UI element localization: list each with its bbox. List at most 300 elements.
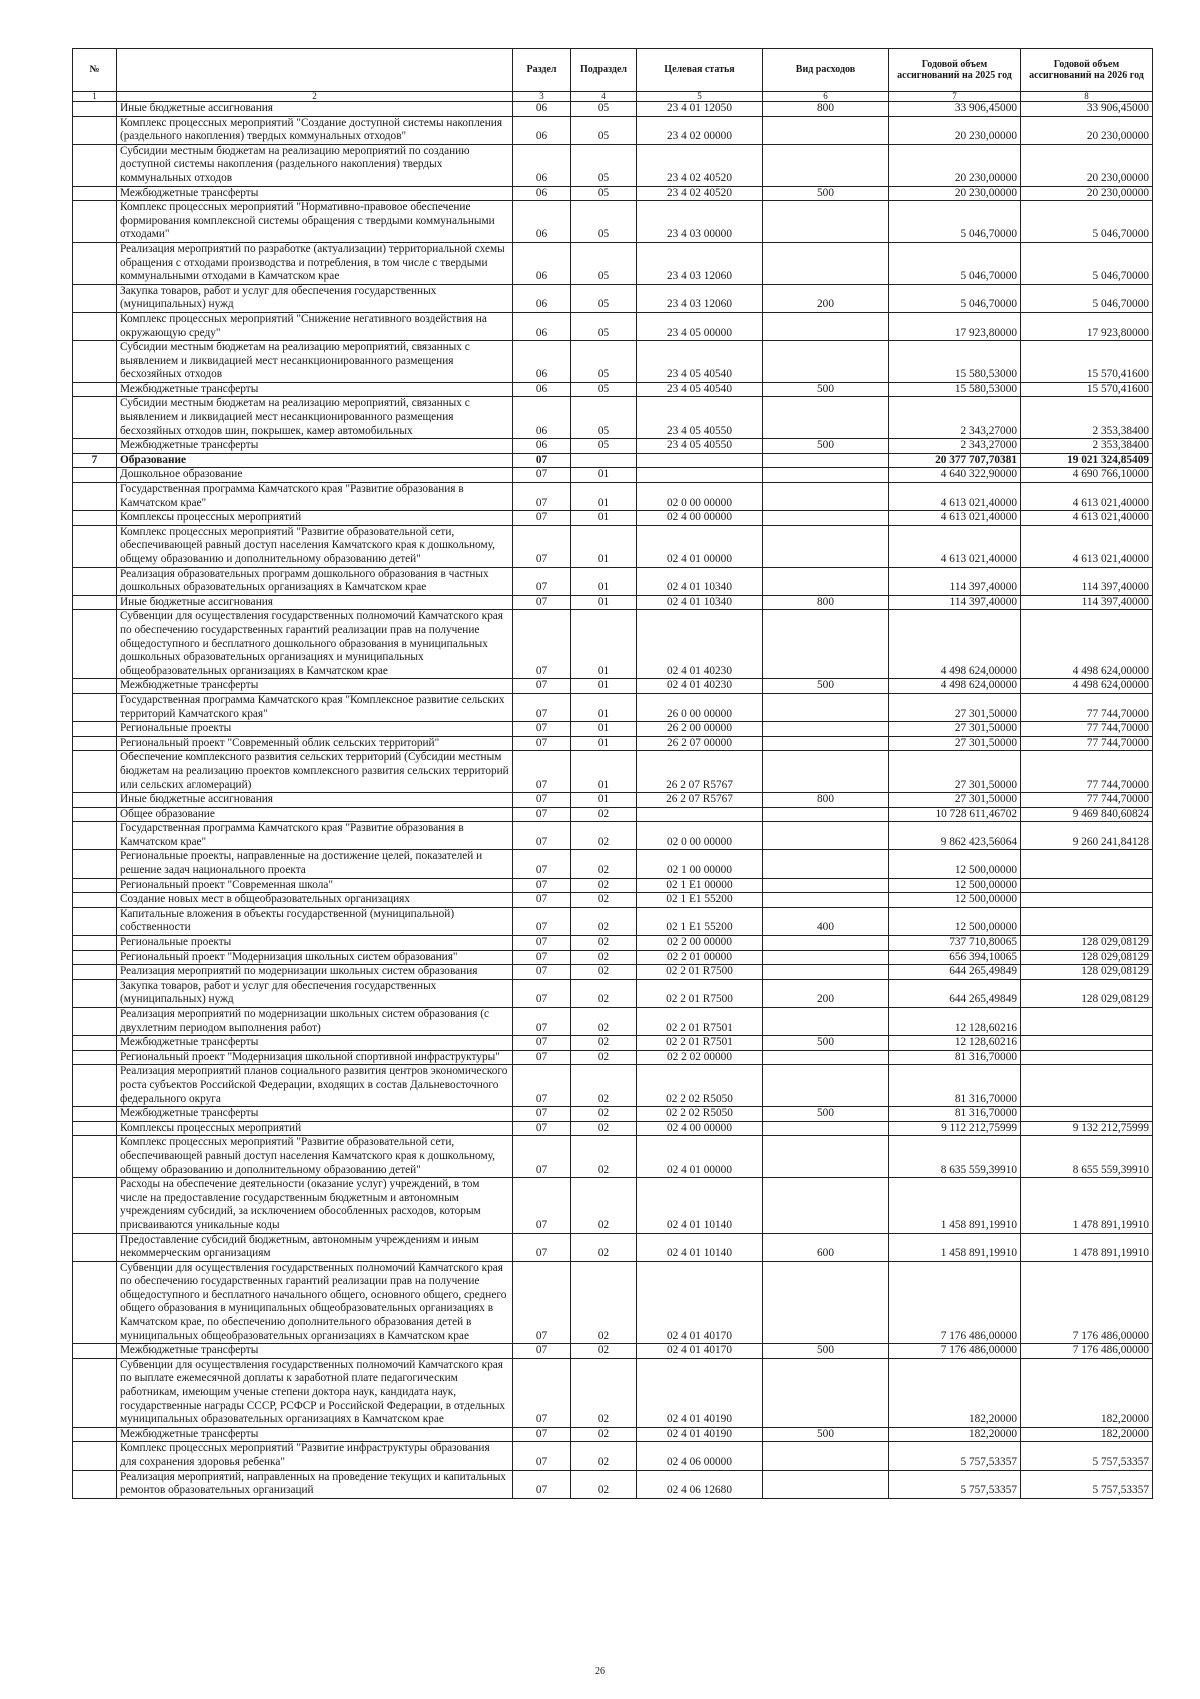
row-name: Создание новых мест в общеобразовательных организациях (117, 893, 513, 908)
row-number (73, 893, 117, 908)
row-amount-2025: 5 757,53357 (889, 1442, 1021, 1470)
row-razdel: 07 (513, 1442, 571, 1470)
table-row (73, 102, 1153, 117)
row-vid (763, 1470, 889, 1498)
budget-table (72, 48, 1153, 1499)
row-name: Общее образование (117, 807, 513, 822)
row-statya: 02 4 01 10340 (637, 567, 763, 595)
row-podrazdel: 05 (571, 102, 637, 117)
row-name: Образование (117, 453, 513, 468)
row-number (73, 822, 117, 850)
row-razdel: 06 (513, 382, 571, 397)
row-amount-2026: 77 744,70000 (1021, 751, 1153, 793)
table-row (73, 793, 1153, 808)
row-statya: 23 4 05 40550 (637, 397, 763, 439)
row-amount-2026: 17 923,80000 (1021, 312, 1153, 340)
table-row (73, 679, 1153, 694)
row-name: Региональные проекты, направленные на достижение целей, показателей и решение задач национального проекта (117, 850, 513, 878)
row-razdel: 07 (513, 1178, 571, 1233)
row-amount-2026 (1021, 850, 1153, 878)
col-number: 5 (637, 92, 763, 102)
row-name: Государственная программа Камчатского края "Комплексное развитие сельских территорий Камчатского края" (117, 693, 513, 721)
row-statya: 02 2 00 00000 (637, 936, 763, 951)
row-amount-2026: 9 132 212,75999 (1021, 1121, 1153, 1136)
row-amount-2025: 5 757,53357 (889, 1470, 1021, 1498)
row-podrazdel: 02 (571, 965, 637, 980)
row-podrazdel: 02 (571, 936, 637, 951)
row-vid (763, 511, 889, 526)
row-razdel: 07 (513, 1065, 571, 1107)
table-row (73, 341, 1153, 383)
table-row (73, 144, 1153, 186)
row-name: Региональный проект "Современный облик сельских территорий" (117, 736, 513, 751)
row-name: Комплекс процессных мероприятий "Нормативно-правовое обеспечение формирования комплексной системы обращения с твердыми коммунальными отходами" (117, 201, 513, 243)
row-vid: 500 (763, 1107, 889, 1122)
row-razdel: 07 (513, 751, 571, 793)
row-vid (763, 1136, 889, 1178)
row-vid: 500 (763, 439, 889, 454)
row-statya: 23 4 05 40540 (637, 382, 763, 397)
header-row (73, 49, 1153, 92)
row-number (73, 751, 117, 793)
row-podrazdel: 02 (571, 1178, 637, 1233)
row-name: Субсидии местным бюджетам на реализацию мероприятий по созданию доступной системы накопления (раздельного накопления) твердых коммунальных отходов (117, 144, 513, 186)
row-razdel: 07 (513, 878, 571, 893)
row-statya: 02 4 01 40230 (637, 610, 763, 679)
row-vid (763, 965, 889, 980)
row-amount-2026: 5 046,70000 (1021, 284, 1153, 312)
table-row (73, 693, 1153, 721)
row-vid: 500 (763, 1344, 889, 1359)
row-amount-2026 (1021, 1036, 1153, 1051)
row-vid (763, 1442, 889, 1470)
row-amount-2025: 20 230,00000 (889, 144, 1021, 186)
row-amount-2026: 20 230,00000 (1021, 116, 1153, 144)
row-vid: 500 (763, 186, 889, 201)
row-amount-2025: 4 613 021,40000 (889, 483, 1021, 511)
row-amount-2026 (1021, 1008, 1153, 1036)
table-row (73, 312, 1153, 340)
row-podrazdel: 02 (571, 1136, 637, 1178)
row-razdel: 07 (513, 679, 571, 694)
table-row (73, 1178, 1153, 1233)
row-number (73, 1344, 117, 1359)
row-number (73, 439, 117, 454)
row-number (73, 1107, 117, 1122)
table-row (73, 1008, 1153, 1036)
row-amount-2025: 114 397,40000 (889, 595, 1021, 610)
row-amount-2026: 128 029,08129 (1021, 965, 1153, 980)
row-razdel: 07 (513, 822, 571, 850)
row-statya: 26 0 00 00000 (637, 693, 763, 721)
row-statya: 02 0 00 00000 (637, 483, 763, 511)
row-amount-2026: 77 744,70000 (1021, 736, 1153, 751)
row-amount-2025: 15 580,53000 (889, 341, 1021, 383)
row-amount-2025: 81 316,70000 (889, 1107, 1021, 1122)
page-number: 26 (595, 1666, 605, 1677)
row-name: Реализация мероприятий по модернизации школьных систем образования (117, 965, 513, 980)
row-amount-2025: 182,20000 (889, 1427, 1021, 1442)
table-row (73, 807, 1153, 822)
row-podrazdel: 02 (571, 907, 637, 935)
row-podrazdel: 02 (571, 878, 637, 893)
row-razdel: 06 (513, 284, 571, 312)
row-amount-2026: 4 690 766,10000 (1021, 468, 1153, 483)
row-number (73, 878, 117, 893)
row-amount-2025: 4 498 624,00000 (889, 610, 1021, 679)
table-row (73, 1036, 1153, 1051)
row-number (73, 483, 117, 511)
row-amount-2025: 27 301,50000 (889, 736, 1021, 751)
row-statya: 26 2 07 R5767 (637, 751, 763, 793)
row-razdel: 07 (513, 453, 571, 468)
row-name: Региональный проект "Модернизация школьных систем образования" (117, 950, 513, 965)
row-statya: 02 4 01 00000 (637, 1136, 763, 1178)
row-number (73, 1036, 117, 1051)
row-number (73, 102, 117, 117)
table-row (73, 525, 1153, 567)
col-number: 2 (117, 92, 513, 102)
row-vid: 800 (763, 793, 889, 808)
row-vid (763, 1065, 889, 1107)
row-number (73, 186, 117, 201)
row-vid (763, 144, 889, 186)
row-podrazdel (571, 453, 637, 468)
table-row (73, 751, 1153, 793)
row-vid (763, 950, 889, 965)
row-vid (763, 116, 889, 144)
row-amount-2025: 27 301,50000 (889, 722, 1021, 737)
budget-table-sheet (72, 48, 1152, 1499)
row-vid (763, 397, 889, 439)
row-razdel: 06 (513, 144, 571, 186)
row-amount-2026: 4 498 624,00000 (1021, 679, 1153, 694)
row-number (73, 595, 117, 610)
table-row (73, 201, 1153, 243)
row-amount-2025: 12 500,00000 (889, 878, 1021, 893)
row-podrazdel: 02 (571, 1442, 637, 1470)
row-number (73, 1121, 117, 1136)
row-statya: 02 2 02 R5050 (637, 1107, 763, 1122)
row-vid (763, 807, 889, 822)
row-razdel: 07 (513, 950, 571, 965)
row-number (73, 850, 117, 878)
table-row (73, 284, 1153, 312)
row-razdel: 07 (513, 1136, 571, 1178)
row-number (73, 341, 117, 383)
row-razdel: 07 (513, 1427, 571, 1442)
row-razdel: 07 (513, 567, 571, 595)
table-row (73, 186, 1153, 201)
col-number: 7 (889, 92, 1021, 102)
row-amount-2026: 20 230,00000 (1021, 144, 1153, 186)
row-podrazdel: 01 (571, 567, 637, 595)
row-amount-2025: 27 301,50000 (889, 693, 1021, 721)
row-name: Капитальные вложения в объекты государственной (муниципальной) собственности (117, 907, 513, 935)
row-amount-2026: 9 469 840,60824 (1021, 807, 1153, 822)
row-amount-2025: 20 377 707,70381 (889, 453, 1021, 468)
row-name: Закупка товаров, работ и услуг для обеспечения государственных (муниципальных) нужд (117, 284, 513, 312)
row-vid: 400 (763, 907, 889, 935)
row-vid (763, 525, 889, 567)
row-amount-2026: 114 397,40000 (1021, 595, 1153, 610)
table-row (73, 907, 1153, 935)
row-vid (763, 722, 889, 737)
col-number: 3 (513, 92, 571, 102)
row-razdel: 07 (513, 483, 571, 511)
row-amount-2026: 4 613 021,40000 (1021, 483, 1153, 511)
row-podrazdel: 01 (571, 483, 637, 511)
table-row (73, 567, 1153, 595)
row-podrazdel: 02 (571, 1008, 637, 1036)
table-row (73, 1136, 1153, 1178)
row-statya: 26 2 07 R5767 (637, 793, 763, 808)
table-row (73, 850, 1153, 878)
row-razdel: 07 (513, 1107, 571, 1122)
table-row (73, 453, 1153, 468)
row-amount-2025: 5 046,70000 (889, 242, 1021, 284)
row-name: Межбюджетные трансферты (117, 382, 513, 397)
row-statya: 02 1 E1 55200 (637, 893, 763, 908)
row-podrazdel: 05 (571, 397, 637, 439)
row-podrazdel: 02 (571, 1427, 637, 1442)
row-amount-2025: 12 500,00000 (889, 893, 1021, 908)
row-number (73, 965, 117, 980)
row-vid: 200 (763, 979, 889, 1007)
row-razdel: 06 (513, 242, 571, 284)
table-row (73, 893, 1153, 908)
row-amount-2025: 27 301,50000 (889, 793, 1021, 808)
row-amount-2025: 9 862 423,56064 (889, 822, 1021, 850)
row-amount-2025: 7 176 486,00000 (889, 1344, 1021, 1359)
row-vid (763, 1050, 889, 1065)
row-razdel: 07 (513, 511, 571, 526)
row-podrazdel: 01 (571, 736, 637, 751)
row-podrazdel: 05 (571, 186, 637, 201)
row-number (73, 284, 117, 312)
row-podrazdel: 02 (571, 893, 637, 908)
col-header-num: № (73, 49, 117, 92)
table-row (73, 1470, 1153, 1498)
row-name: Региональные проекты (117, 722, 513, 737)
row-podrazdel: 01 (571, 793, 637, 808)
row-number (73, 312, 117, 340)
row-amount-2025: 8 635 559,39910 (889, 1136, 1021, 1178)
row-amount-2026: 33 906,45000 (1021, 102, 1153, 117)
col-header-razdel: Раздел (513, 49, 571, 92)
row-amount-2025: 644 265,49849 (889, 965, 1021, 980)
row-statya: 02 4 06 12680 (637, 1470, 763, 1498)
row-name: Межбюджетные трансферты (117, 679, 513, 694)
row-amount-2025: 1 458 891,19910 (889, 1178, 1021, 1233)
row-statya: 23 4 01 12050 (637, 102, 763, 117)
row-statya: 02 4 01 40190 (637, 1427, 763, 1442)
row-razdel: 06 (513, 116, 571, 144)
table-row (73, 1358, 1153, 1427)
row-name: Дошкольное образование (117, 468, 513, 483)
row-vid (763, 878, 889, 893)
row-podrazdel: 02 (571, 1036, 637, 1051)
row-razdel: 07 (513, 1233, 571, 1261)
row-amount-2026: 5 046,70000 (1021, 201, 1153, 243)
table-row (73, 1121, 1153, 1136)
row-name: Межбюджетные трансферты (117, 1427, 513, 1442)
row-statya: 02 1 E1 55200 (637, 907, 763, 935)
row-statya: 02 2 01 R7501 (637, 1008, 763, 1036)
row-razdel: 07 (513, 1470, 571, 1498)
row-amount-2025: 20 230,00000 (889, 116, 1021, 144)
row-statya: 02 4 01 40190 (637, 1358, 763, 1427)
row-podrazdel: 05 (571, 439, 637, 454)
row-name: Комплекс процессных мероприятий "Развитие образовательной сети, обеспечивающей равный доступ населения Камчатского края к дошкольному, общему образованию и дополнительному образованию детей" (117, 525, 513, 567)
row-amount-2025: 81 316,70000 (889, 1065, 1021, 1107)
row-name: Комплексы процессных мероприятий (117, 1121, 513, 1136)
table-body (73, 102, 1153, 1499)
row-name: Межбюджетные трансферты (117, 439, 513, 454)
row-vid (763, 936, 889, 951)
row-statya: 02 2 01 R7500 (637, 965, 763, 980)
table-row (73, 610, 1153, 679)
row-name: Региональный проект "Современная школа" (117, 878, 513, 893)
row-podrazdel: 05 (571, 144, 637, 186)
row-podrazdel: 02 (571, 1344, 637, 1359)
row-statya: 02 4 00 00000 (637, 511, 763, 526)
table-row (73, 722, 1153, 737)
row-statya: 23 4 05 40550 (637, 439, 763, 454)
row-amount-2025: 2 343,27000 (889, 439, 1021, 454)
row-name: Реализация мероприятий по разработке (актуализации) территориальной схемы обращения с отходами производства и потребления, в том числе с твердыми коммунальными отходами в Камчатском крае (117, 242, 513, 284)
row-amount-2025: 15 580,53000 (889, 382, 1021, 397)
row-razdel: 07 (513, 893, 571, 908)
row-amount-2026: 5 757,53357 (1021, 1470, 1153, 1498)
row-amount-2026 (1021, 1050, 1153, 1065)
col-header-name (117, 49, 513, 92)
row-vid (763, 610, 889, 679)
row-number (73, 1358, 117, 1427)
row-statya: 02 2 01 00000 (637, 950, 763, 965)
table-row (73, 950, 1153, 965)
row-name: Комплекс процессных мероприятий "Развитие образовательной сети, обеспечивающей равный доступ населения Камчатского края к дошкольному, общему образованию и дополнительному образованию детей" (117, 1136, 513, 1178)
row-vid (763, 893, 889, 908)
row-podrazdel: 02 (571, 1065, 637, 1107)
row-vid (763, 850, 889, 878)
row-name: Субвенции для осуществления государственных полномочий Камчатского края по выплате ежемесячной доплаты к заработной плате педагогическим работникам, имеющим ученые степени доктора наук, кандидата наук, государственные награды СССР, РСФСР и Российской Федерации, в отдельных муниципальных образовательных организациях в Камчатском крае (117, 1358, 513, 1427)
row-number (73, 511, 117, 526)
row-name: Реализация мероприятий планов социального развития центров экономического роста субъектов Российской Федерации, входящих в состав Дальневосточного федерального округа (117, 1065, 513, 1107)
row-amount-2025: 2 343,27000 (889, 397, 1021, 439)
row-amount-2025: 12 128,60216 (889, 1036, 1021, 1051)
col-header-podrazdel: Подраздел (571, 49, 637, 92)
row-number (73, 1427, 117, 1442)
row-amount-2025: 20 230,00000 (889, 186, 1021, 201)
row-number (73, 793, 117, 808)
row-amount-2026 (1021, 1107, 1153, 1122)
row-podrazdel: 02 (571, 1470, 637, 1498)
row-number (73, 397, 117, 439)
row-amount-2026: 7 176 486,00000 (1021, 1261, 1153, 1344)
row-statya: 23 4 05 00000 (637, 312, 763, 340)
table-row (73, 822, 1153, 850)
row-statya: 02 4 01 40170 (637, 1261, 763, 1344)
row-amount-2026: 128 029,08129 (1021, 950, 1153, 965)
row-vid (763, 1008, 889, 1036)
row-name: Закупка товаров, работ и услуг для обеспечения государственных (муниципальных) нужд (117, 979, 513, 1007)
row-amount-2026: 182,20000 (1021, 1358, 1153, 1427)
row-statya (637, 807, 763, 822)
row-vid (763, 483, 889, 511)
row-statya: 23 4 02 40520 (637, 144, 763, 186)
row-amount-2026: 2 353,38400 (1021, 397, 1153, 439)
row-podrazdel: 02 (571, 1358, 637, 1427)
row-number (73, 1233, 117, 1261)
row-podrazdel: 01 (571, 751, 637, 793)
row-number (73, 1050, 117, 1065)
row-amount-2026 (1021, 1065, 1153, 1107)
table-row (73, 1261, 1153, 1344)
row-amount-2025: 5 046,70000 (889, 284, 1021, 312)
row-vid (763, 453, 889, 468)
row-statya: 02 4 01 10140 (637, 1178, 763, 1233)
row-razdel: 07 (513, 907, 571, 935)
table-row (73, 116, 1153, 144)
row-amount-2025: 656 394,10065 (889, 950, 1021, 965)
row-name: Предоставление субсидий бюджетным, автономным учреждениям и иным некоммерческим организациям (117, 1233, 513, 1261)
row-podrazdel: 02 (571, 979, 637, 1007)
row-amount-2026: 182,20000 (1021, 1427, 1153, 1442)
row-razdel: 07 (513, 736, 571, 751)
row-statya: 23 4 03 12060 (637, 242, 763, 284)
row-razdel: 07 (513, 1036, 571, 1051)
row-amount-2026 (1021, 878, 1153, 893)
row-podrazdel: 02 (571, 1233, 637, 1261)
row-name: Межбюджетные трансферты (117, 186, 513, 201)
row-statya: 23 4 03 00000 (637, 201, 763, 243)
row-amount-2026: 114 397,40000 (1021, 567, 1153, 595)
row-number (73, 736, 117, 751)
row-vid (763, 242, 889, 284)
table-row (73, 878, 1153, 893)
row-name: Государственная программа Камчатского края "Развитие образования в Камчатском крае" (117, 822, 513, 850)
row-podrazdel: 01 (571, 511, 637, 526)
row-podrazdel: 05 (571, 312, 637, 340)
table-row (73, 1427, 1153, 1442)
row-number (73, 1261, 117, 1344)
row-amount-2025: 12 500,00000 (889, 850, 1021, 878)
row-statya: 02 4 01 00000 (637, 525, 763, 567)
row-number (73, 950, 117, 965)
row-razdel: 07 (513, 722, 571, 737)
row-podrazdel: 02 (571, 807, 637, 822)
row-razdel: 06 (513, 186, 571, 201)
row-vid: 800 (763, 595, 889, 610)
row-vid (763, 567, 889, 595)
row-amount-2025: 10 728 611,46702 (889, 807, 1021, 822)
row-name: Комплекс процессных мероприятий "Создание доступной системы накопления (раздельного накопления) твердых коммунальных отходов" (117, 116, 513, 144)
row-razdel: 06 (513, 397, 571, 439)
row-razdel: 06 (513, 102, 571, 117)
row-amount-2026: 5 046,70000 (1021, 242, 1153, 284)
col-header-2025: Годовой объем ассигнований на 2025 год (889, 49, 1021, 92)
row-name: Государственная программа Камчатского края "Развитие образования в Камчатском крае" (117, 483, 513, 511)
row-name: Расходы на обеспечение деятельности (оказание услуг) учреждений, в том числе на предоставление государственным бюджетным и автономным учреждениям субсидий, за исключением обособленных расходов, которым присваиваются уникальные коды (117, 1178, 513, 1233)
row-podrazdel: 05 (571, 242, 637, 284)
row-vid (763, 341, 889, 383)
row-name: Комплекс процессных мероприятий "Снижение негативного воздействия на окружающую среду" (117, 312, 513, 340)
row-amount-2025: 4 640 322,90000 (889, 468, 1021, 483)
table-row (73, 936, 1153, 951)
row-razdel: 07 (513, 1121, 571, 1136)
row-name: Комплекс процессных мероприятий "Развитие инфраструктуры образования для сохранения здоровья ребенка" (117, 1442, 513, 1470)
